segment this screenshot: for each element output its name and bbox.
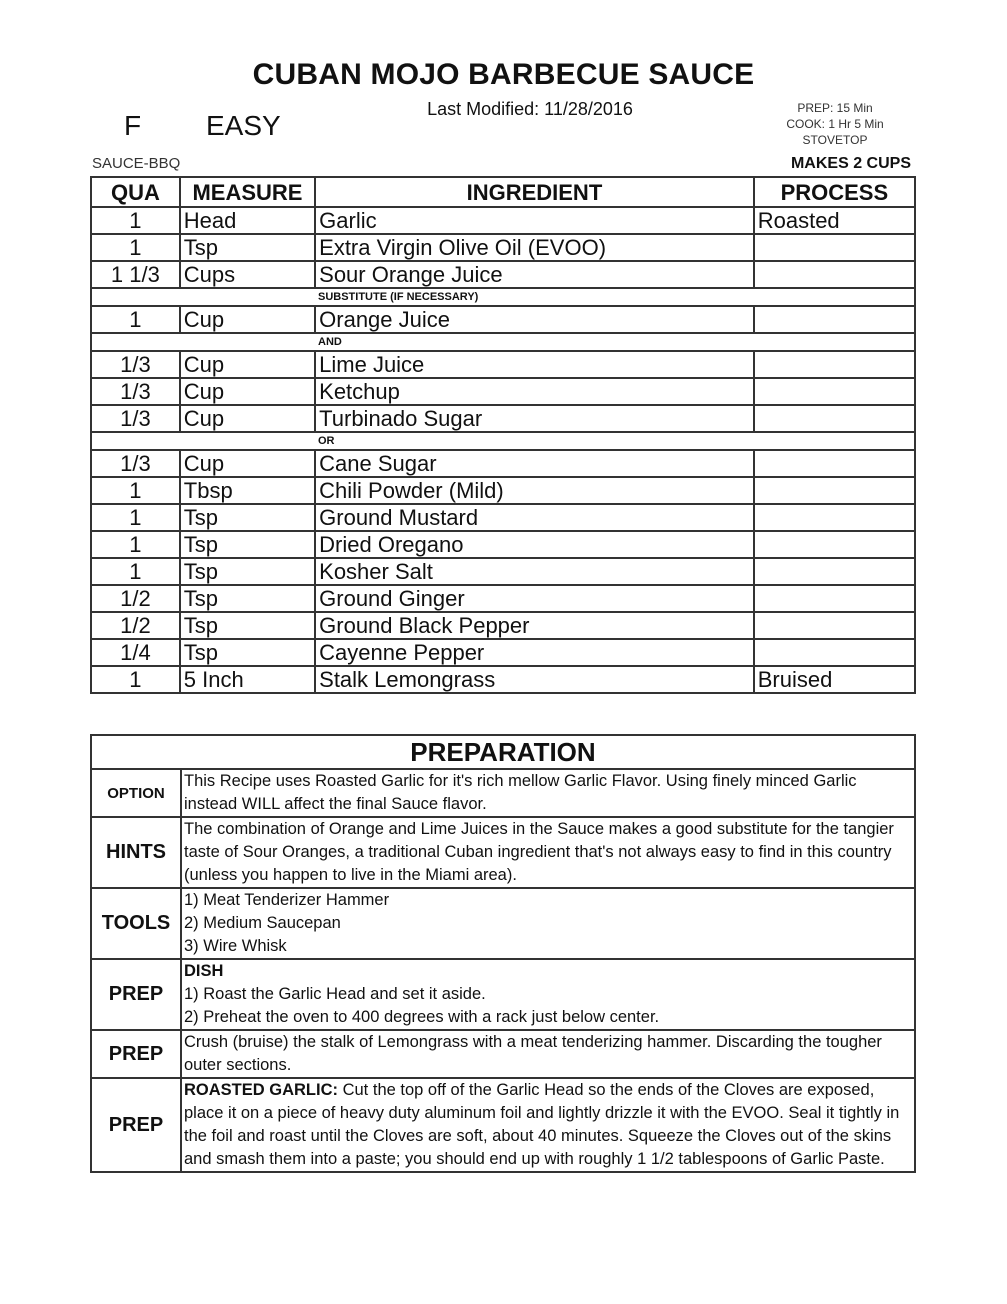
- ingredient-name: Cayenne Pepper: [315, 639, 754, 666]
- column-header-measure: MEASURE: [180, 177, 315, 207]
- ingredient-quantity: 1: [91, 531, 180, 558]
- preparation-row: [91, 769, 915, 817]
- ingredient-row: [91, 234, 915, 261]
- ingredient-row: [91, 477, 915, 504]
- ingredient-quantity: 1/2: [91, 585, 180, 612]
- ingredient-measure: Cup: [180, 450, 315, 477]
- ingredients-header-row: [91, 177, 915, 207]
- preparation-line: [184, 818, 912, 887]
- ingredient-row: [91, 261, 915, 288]
- ingredient-row: [91, 504, 915, 531]
- ingredient-row: [91, 531, 915, 558]
- preparation-line: [184, 770, 912, 816]
- substitution-note: [91, 432, 915, 450]
- ingredient-process: [754, 234, 915, 261]
- ingredient-measure: Cup: [180, 351, 315, 378]
- ingredient-measure: Tbsp: [180, 477, 315, 504]
- preparation-line: [184, 1031, 912, 1077]
- preparation-row: [91, 1078, 915, 1172]
- ingredient-process: [754, 585, 915, 612]
- preparation-lead: ROASTED GARLIC:: [184, 1081, 338, 1099]
- ingredient-row: [91, 666, 915, 693]
- ingredient-measure: Tsp: [180, 639, 315, 666]
- preparation-label: TOOLS: [91, 888, 181, 959]
- preparation-line: [184, 889, 912, 912]
- ingredient-quantity: 1/3: [91, 450, 180, 477]
- ingredient-quantity: 1: [91, 666, 180, 693]
- ingredient-measure: Cup: [180, 378, 315, 405]
- cook-time: COOK: 1 Hr 5 Min: [786, 117, 884, 131]
- cook-method: STOVETOP: [802, 133, 868, 147]
- ingredient-name: Garlic: [315, 207, 754, 234]
- ingredient-measure: Head: [180, 207, 315, 234]
- category: SAUCE-BBQ: [92, 155, 181, 172]
- preparation-row: [91, 888, 915, 959]
- preparation-row: [91, 817, 915, 888]
- column-header-qua: QUA: [91, 177, 180, 207]
- ingredient-name: Stalk Lemongrass: [315, 666, 754, 693]
- ingredient-quantity: 1: [91, 504, 180, 531]
- ingredient-process: [754, 477, 915, 504]
- time-info: [770, 100, 900, 148]
- prep-time: PREP: 15 Min: [797, 101, 873, 115]
- ingredient-quantity: 1/3: [91, 405, 180, 432]
- preparation-line: [184, 1006, 912, 1029]
- ingredient-row: [91, 639, 915, 666]
- ingredient-quantity: 1/3: [91, 378, 180, 405]
- ingredient-name: Extra Virgin Olive Oil (EVOO): [315, 234, 754, 261]
- ingredient-process: [754, 612, 915, 639]
- ingredients-table: [90, 176, 916, 694]
- ingredient-measure: Tsp: [180, 504, 315, 531]
- preparation-line: [184, 935, 912, 958]
- preparation-line: [184, 912, 912, 935]
- preparation-text: [181, 888, 915, 959]
- ingredient-row: [91, 378, 915, 405]
- preparation-text: [181, 1030, 915, 1078]
- ingredient-row: [91, 351, 915, 378]
- difficulty: EASY: [206, 110, 281, 141]
- preparation-line-text: 2) Preheat the oven to 400 degrees with a rack just below center.: [184, 1008, 660, 1026]
- preparation-label: HINTS: [91, 817, 181, 888]
- substitution-note-row: [91, 288, 915, 306]
- preparation-label: OPTION: [91, 769, 181, 817]
- ingredient-measure: 5 Inch: [180, 666, 315, 693]
- ingredient-process: [754, 531, 915, 558]
- ingredient-quantity: 1: [91, 477, 180, 504]
- ingredient-name: Orange Juice: [315, 306, 754, 333]
- substitution-note: [91, 288, 915, 306]
- preparation-line-text: Cut the top off of the Garlic Head so the ends of the Cloves are exposed, place it on a piece of heavy duty aluminum foil and lightly drizzle it with the EVOO. Seal it tightly in the foil and roast until the Cloves are soft, about 40 minutes. Squeeze the Cloves out of the skins and smash them into a paste; you should end up with roughly 1 1/2 tablespoons of Garlic Paste.: [184, 1081, 900, 1168]
- preparation-row: [91, 1030, 915, 1078]
- ingredient-process: [754, 558, 915, 585]
- ingredient-process: [754, 450, 915, 477]
- ingredient-process: [754, 378, 915, 405]
- ingredient-row: [91, 306, 915, 333]
- ingredient-name: Ground Black Pepper: [315, 612, 754, 639]
- ingredient-measure: Tsp: [180, 234, 315, 261]
- ingredient-process: [754, 261, 915, 288]
- ingredient-measure: Cup: [180, 306, 315, 333]
- ingredient-measure: Tsp: [180, 531, 315, 558]
- preparation-heading: PREPARATION: [91, 735, 915, 769]
- yield: MAKES 2 CUPS: [790, 155, 911, 172]
- ingredients-body: [91, 207, 915, 693]
- preparation-line-text: This Recipe uses Roasted Garlic for it's rich mellow Garlic Flavor. Using finely minced Garlic instead WILL affect the final Sauce flavor.: [184, 772, 857, 813]
- substitution-note-text: SUBSTITUTE (IF NECESSARY): [318, 291, 479, 303]
- ingredient-measure: Tsp: [180, 558, 315, 585]
- ingredient-row: [91, 612, 915, 639]
- preparation-line: [184, 983, 912, 1006]
- preparation-row: [91, 959, 915, 1030]
- ingredient-quantity: 1: [91, 207, 180, 234]
- ingredient-name: Cane Sugar: [315, 450, 754, 477]
- preparation-header-row: [91, 735, 915, 769]
- ingredient-name: Dried Oregano: [315, 531, 754, 558]
- preparation-subheading: DISH: [184, 962, 224, 980]
- ingredient-row: [91, 450, 915, 477]
- preparation-line: [184, 1079, 912, 1171]
- ingredient-measure: Tsp: [180, 612, 315, 639]
- ingredient-process: [754, 405, 915, 432]
- ingredient-process: Roasted: [754, 207, 915, 234]
- preparation-text: [181, 817, 915, 888]
- preparation-line-text: 1) Roast the Garlic Head and set it aside.: [184, 985, 486, 1003]
- ingredient-quantity: 1: [91, 234, 180, 261]
- preparation-line-text: The combination of Orange and Lime Juices in the Sauce makes a good substitute for the tangier taste of Sour Oranges, a traditional Cuban ingredient that's not always easy to find in this country (unless you happen to live in the Miami area).: [184, 820, 894, 884]
- ingredient-measure: Cups: [180, 261, 315, 288]
- ingredient-quantity: 1: [91, 306, 180, 333]
- ingredient-measure: Tsp: [180, 585, 315, 612]
- substitution-note-row: [91, 333, 915, 351]
- ingredient-row: [91, 558, 915, 585]
- ingredient-quantity: 1/2: [91, 612, 180, 639]
- substitution-note: [91, 333, 915, 351]
- ingredient-name: Ground Mustard: [315, 504, 754, 531]
- column-header-process: PROCESS: [754, 177, 915, 207]
- ingredient-row: [91, 405, 915, 432]
- preparation-text: [181, 769, 915, 817]
- ingredient-measure: Cup: [180, 405, 315, 432]
- ingredient-row: [91, 207, 915, 234]
- ingredient-quantity: 1 1/3: [91, 261, 180, 288]
- preparation-line-text: 2) Medium Saucepan: [184, 914, 341, 932]
- substitution-note-row: [91, 432, 915, 450]
- ingredient-quantity: 1/3: [91, 351, 180, 378]
- ingredient-process: [754, 504, 915, 531]
- recipe-title: CUBAN MOJO BARBECUE SAUCE: [252, 58, 755, 91]
- preparation-line-text: Crush (bruise) the stalk of Lemongrass with a meat tenderizing hammer. Discarding the tougher outer sections.: [184, 1033, 882, 1074]
- ingredient-process: Bruised: [754, 666, 915, 693]
- ingredient-name: Ground Ginger: [315, 585, 754, 612]
- ingredient-name: Lime Juice: [315, 351, 754, 378]
- ingredient-quantity: 1: [91, 558, 180, 585]
- preparation-label: PREP: [91, 1030, 181, 1078]
- preparation-table: [90, 734, 916, 1173]
- ingredient-quantity: 1/4: [91, 639, 180, 666]
- preparation-text: [181, 1078, 915, 1172]
- ingredient-name: Turbinado Sugar: [315, 405, 754, 432]
- preparation-text: [181, 959, 915, 1030]
- ingredient-process: [754, 306, 915, 333]
- ingredient-process: [754, 351, 915, 378]
- last-modified: Last Modified: 11/28/2016: [427, 99, 633, 119]
- ingredient-name: Kosher Salt: [315, 558, 754, 585]
- ingredient-process: [754, 639, 915, 666]
- preparation-line-text: 3) Wire Whisk: [184, 937, 287, 955]
- preparation-label: PREP: [91, 1078, 181, 1172]
- ingredient-name: Ketchup: [315, 378, 754, 405]
- preparation-label: PREP: [91, 959, 181, 1030]
- ingredient-row: [91, 585, 915, 612]
- ingredient-name: Sour Orange Juice: [315, 261, 754, 288]
- column-header-ingredient: INGREDIENT: [315, 177, 754, 207]
- substitution-note-text: AND: [318, 336, 342, 348]
- ingredient-name: Chili Powder (Mild): [315, 477, 754, 504]
- grade: F: [124, 110, 142, 141]
- preparation-line-text: 1) Meat Tenderizer Hammer: [184, 891, 390, 909]
- substitution-note-text: OR: [318, 435, 335, 447]
